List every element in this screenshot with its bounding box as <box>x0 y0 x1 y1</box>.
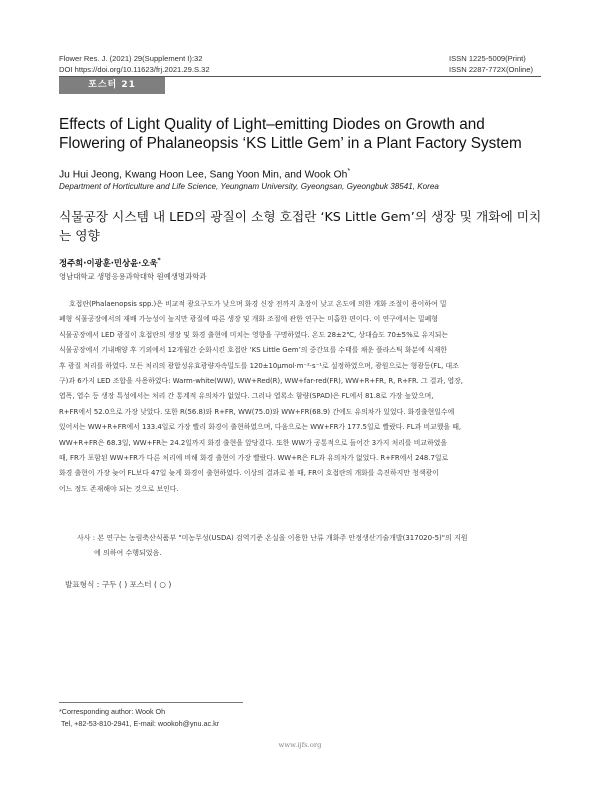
korean-affiliation: 영남대학교 생명응용과학대학 원예생명과학과 <box>59 272 207 281</box>
abstract-line: 호접란(Phalaenopsis spp.)은 비교적 광요구도가 낮으며 화경 신장 전까지 초장이 낮고 온도에 의한 개화 조절이 용이하여 밀 <box>69 300 447 308</box>
abstract-line: 식물공장에서 기내배양 후 기외에서 12개월간 순화시킨 호접란 ‘KS Little Gem’의 중간묘를 수태를 채운 플라스틱 화분에 식재한 <box>59 346 448 355</box>
author-contact: Tel, +82-53-810-2941, E-mail: wookoh@ynu.ac.kr <box>61 718 220 728</box>
english-title: Effects of Light Quality of Light–emitting Diodes on Growth and Flowering of Phalaneopsis ‘KS Little Gem’ in a Plant Factory System <box>59 116 522 152</box>
acknowledgment-line: 에 의하여 수행되었음. <box>94 549 162 558</box>
abstract-line: 있어서는 WW+R+FR에서 133.4일로 가장 빨리 화경이 출현하였으며, 다음으로는 WW+FR가 177.5일로 빨랐다. FL과 비교했을 때, <box>59 423 462 432</box>
abstract-line: 화경 출현이 가장 늦어 FL보다 47일 늦게 화경이 출현하였다. 이상의 결과로 볼 때, FR이 호접란의 개화를 촉진하지만 청색광이 <box>59 469 439 478</box>
issn-block <box>449 54 533 75</box>
poster-badge: 포스터 21 <box>59 77 165 94</box>
issn-print: ISSN 1225-5009(Print) <box>449 54 526 63</box>
journal-url: www.ijfs.org <box>278 741 322 749</box>
presentation-format: 발표형식 : 구두 ( ) 포스터 ( ○ ) <box>65 580 172 589</box>
abstract-line: 폐형 식물공장에서의 재배 가능성이 높지만 광질에 따른 생장 및 개화 조절에 관한 연구는 미흡한 편이다. 이 연구에서는 밀폐형 <box>59 315 438 324</box>
abstract-line: R+FR에서 52.0으로 가장 낮았다. 또한 R(56.8)와 R+FR, WW(75.0)와 WW+FR(68.9) 간에도 유의차가 있었다. 화경출현일수에 <box>59 407 455 416</box>
corresponding-author: *Corresponding author: Wook Oh <box>59 707 166 716</box>
korean-authors <box>59 257 161 269</box>
abstract-line: 때, FR가 포함된 WW+FR가 다른 처리에 비해 화경 출현이 가장 빨랐다. WW+R은 FL과 유의차가 없었다. R+FR에서 248.7일로 <box>59 454 449 463</box>
abstract-line: 후 광질 처리를 하였다. 모든 처리의 광합성유효광량자속밀도를 120±10μmol·m⁻²·s⁻¹로 설정하였으며, 광원으로는 형광등(FL, 대조 <box>59 361 459 370</box>
corresponding-mark: * <box>347 168 351 175</box>
footnote-rule <box>59 702 243 703</box>
acknowledgment-line: 사사 : 본 연구는 농림축산식품부 "미농무성(USDA) 검역기준 온실을 이용한 난류 개화주 안정생산기술개발(317020-5)"의 지원 <box>77 534 468 542</box>
korean-corresponding-mark: * <box>157 257 161 265</box>
abstract-line: WW+R+FR은 68.3일, WW+FR는 24.2일까지 화경 출현을 앞당겼다. 또한 WW가 공통적으로 들어간 3가지 처리를 비교하였을 <box>59 438 448 447</box>
abstract-line: 엽폭, 엽수 등 생장 특성에서는 처리 간 통계적 유의차가 없었다. 그러나 엽록소 함량(SPAD)은 FL에서 81.8로 가장 높았으며, <box>59 392 434 401</box>
abstract-line: 식물공장에서 LED 광질이 호접란의 생장 및 화경 출현에 미치는 영향을 구명하였다. 온도 28±2℃, 상대습도 70±5%로 유지되는 <box>59 330 449 339</box>
footnote <box>59 706 219 729</box>
journal-citation: Flower Res. J. (2021) 29(Supplement I):32 <box>59 54 203 63</box>
abstract-line: 어느 정도 존재해야 되는 것으로 보인다. <box>59 484 179 493</box>
korean-author-names: 정주희·이광훈·민상윤·오욱 <box>59 258 158 268</box>
issn-online: ISSN 2287-772X(Online) <box>449 64 533 74</box>
korean-title: 식물공장 시스템 내 LED의 광질이 소형 호접란 ‘KS Little Gem’의 생장 및 개화에 미치는 영향 <box>59 209 542 243</box>
abstract-line: 구)과 6가지 LED 조합을 사용하였다: Warm-white(WW), WW+Red(R), WW+far-red(FR), WW+R+FR, R, R+FR. 그 결과, 엽장, <box>59 377 463 386</box>
english-affiliation: Department of Horticulture and Life Science, Yeungnam University, Gyeongsan, Gyeongbuk 38541, Korea <box>59 182 439 191</box>
doi-line: DOI https://doi.org/10.11623/frj.2021.29.S.32 <box>59 64 210 74</box>
abstract-body <box>59 297 541 497</box>
author-names: Ju Hui Jeong, Kwang Hoon Lee, Sang Yoon Min, and Wook Oh <box>59 169 348 181</box>
journal-header <box>59 54 210 75</box>
acknowledgment <box>77 531 547 562</box>
english-authors <box>59 168 350 180</box>
